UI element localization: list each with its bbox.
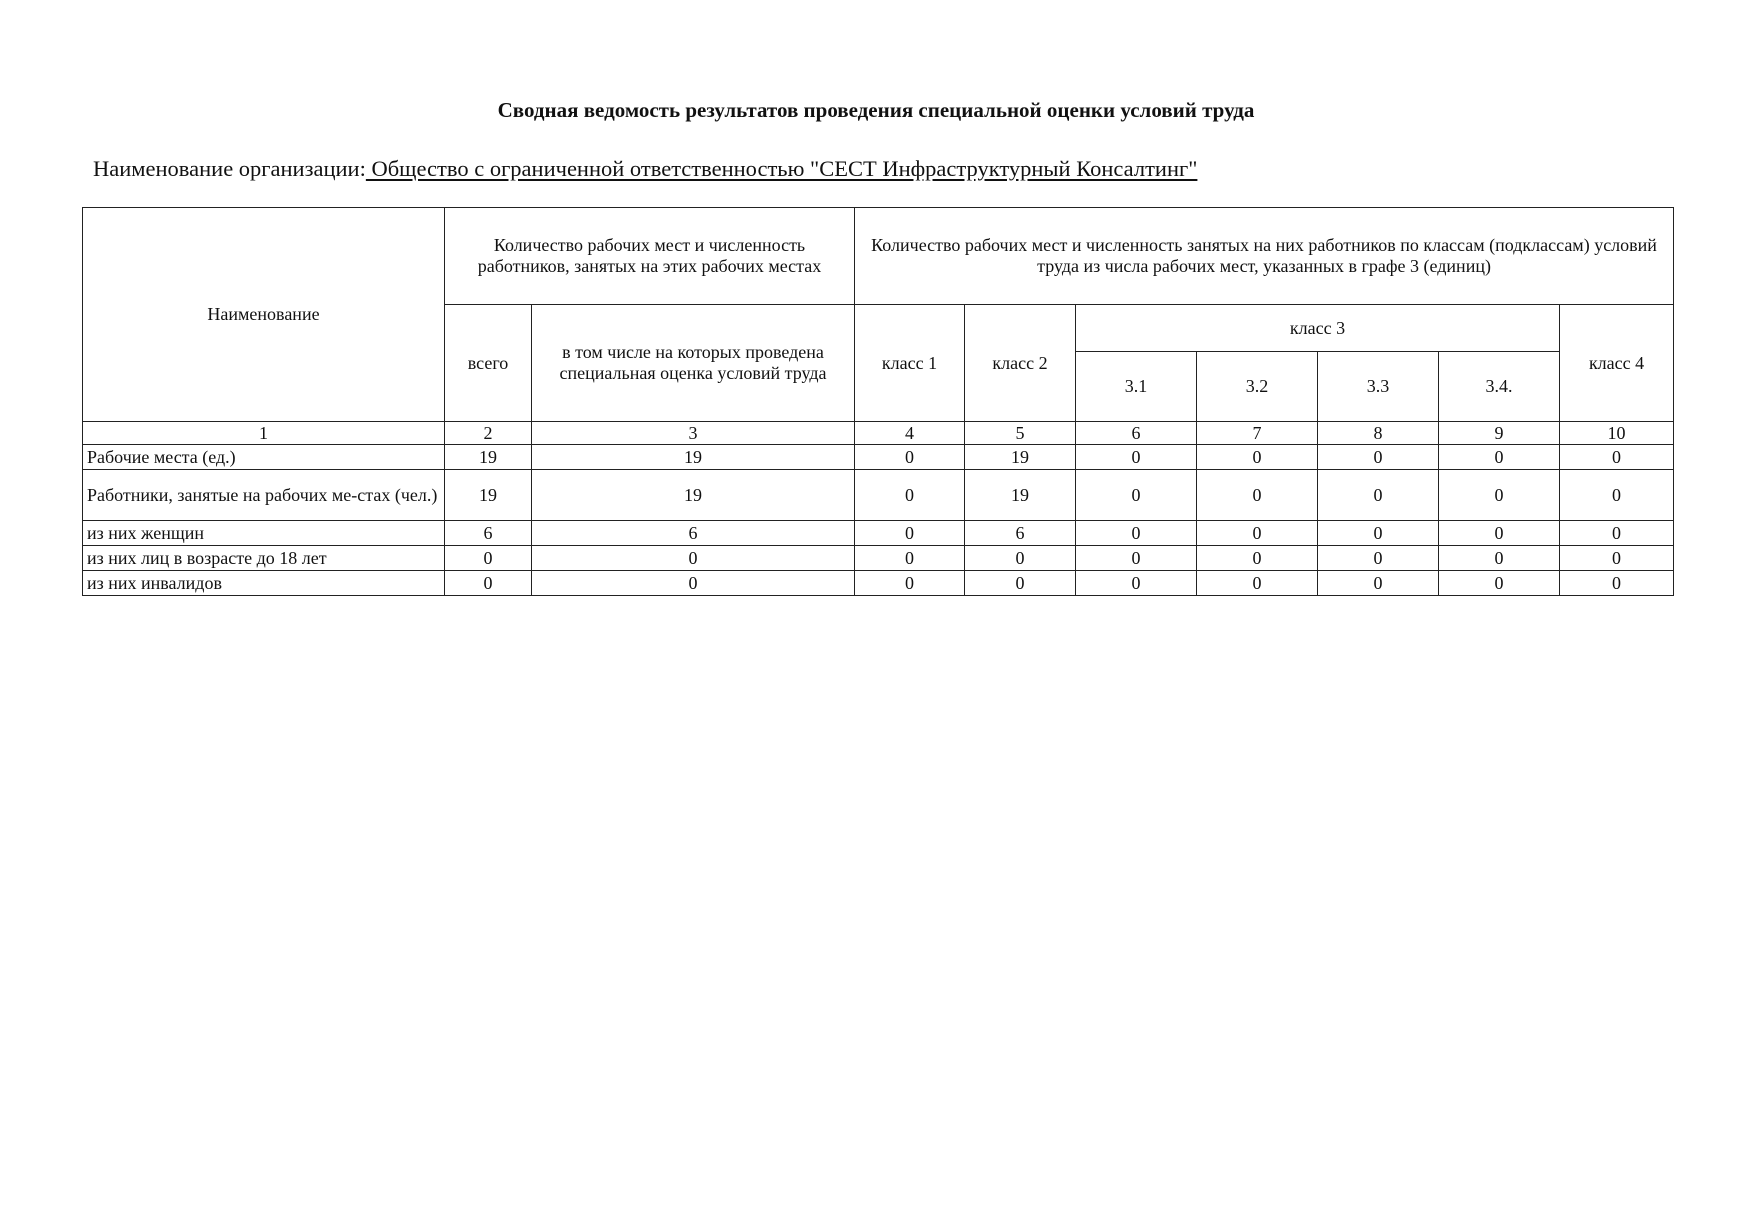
column-number: 7	[1197, 422, 1318, 445]
table-cell: 0	[1439, 470, 1560, 521]
table-row	[83, 470, 1674, 521]
row-label: из них женщин	[83, 521, 445, 546]
organization-line	[93, 156, 1197, 182]
table-cell: 0	[1560, 546, 1674, 571]
summary-table	[82, 207, 1674, 596]
table-cell: 0	[1318, 470, 1439, 521]
header-class-1: класс 1	[855, 305, 965, 422]
table-cell: 0	[855, 571, 965, 596]
column-number: 2	[445, 422, 532, 445]
header-subclass-3-2: 3.2	[1197, 352, 1318, 422]
header-class-3: класс 3	[1076, 305, 1560, 352]
table-cell: 0	[1076, 546, 1197, 571]
row-label: из них лиц в возрасте до 18 лет	[83, 546, 445, 571]
row-label: Работники, занятые на рабочих ме-стах (чел.)	[83, 470, 445, 521]
table-cell: 0	[1439, 571, 1560, 596]
table-cell: 0	[1076, 571, 1197, 596]
table-cell: 6	[445, 521, 532, 546]
table-cell: 0	[1318, 521, 1439, 546]
table-row	[83, 571, 1674, 596]
header-class-4: класс 4	[1560, 305, 1674, 422]
row-label: Рабочие места (ед.)	[83, 445, 445, 470]
table-cell: 6	[965, 521, 1076, 546]
header-subclass-3-3: 3.3	[1318, 352, 1439, 422]
table-cell: 19	[532, 470, 855, 521]
table-cell: 19	[445, 470, 532, 521]
table-cell: 0	[1439, 546, 1560, 571]
table-cell: 0	[445, 571, 532, 596]
column-number-row	[83, 422, 1674, 445]
organization-label: Наименование организации:	[93, 156, 366, 181]
table-cell: 0	[1560, 521, 1674, 546]
table-cell: 0	[532, 546, 855, 571]
header-class-2: класс 2	[965, 305, 1076, 422]
table-cell: 0	[1076, 445, 1197, 470]
table-cell: 0	[855, 546, 965, 571]
table-cell: 0	[1439, 521, 1560, 546]
table-cell: 0	[1560, 445, 1674, 470]
header-workplaces-total-group: Количество рабочих мест и численность работников, занятых на этих рабочих местах	[445, 208, 855, 305]
column-number: 8	[1318, 422, 1439, 445]
table-row	[83, 546, 1674, 571]
table-cell: 19	[532, 445, 855, 470]
column-number: 9	[1439, 422, 1560, 445]
table-cell: 0	[1076, 470, 1197, 521]
table-cell: 0	[1318, 571, 1439, 596]
table-cell: 0	[1197, 521, 1318, 546]
table-cell: 0	[855, 445, 965, 470]
table-cell: 0	[532, 571, 855, 596]
table-cell: 6	[532, 521, 855, 546]
column-number: 5	[965, 422, 1076, 445]
organization-name: Общество с ограниченной ответственностью "СЕСТ Инфраструктурный Консалтинг"	[365, 156, 1198, 181]
table-cell: 0	[1318, 445, 1439, 470]
table-cell: 0	[1560, 571, 1674, 596]
table-cell: 0	[1197, 546, 1318, 571]
table-cell: 0	[965, 546, 1076, 571]
table-cell: 0	[965, 571, 1076, 596]
table-cell: 0	[1197, 470, 1318, 521]
table-cell: 0	[1318, 546, 1439, 571]
table-cell: 19	[965, 470, 1076, 521]
column-number: 6	[1076, 422, 1197, 445]
table-cell: 0	[1197, 571, 1318, 596]
header-name: Наименование	[83, 208, 445, 422]
table-cell: 0	[855, 521, 965, 546]
column-number: 10	[1560, 422, 1674, 445]
row-label: из них инвалидов	[83, 571, 445, 596]
header-subclass-3-4: 3.4.	[1439, 352, 1560, 422]
table-cell: 0	[1197, 445, 1318, 470]
table-cell: 0	[1076, 521, 1197, 546]
header-subclass-3-1: 3.1	[1076, 352, 1197, 422]
page-title: Сводная ведомость результатов проведения специальной оценки условий труда	[497, 98, 1255, 122]
column-number: 4	[855, 422, 965, 445]
table-cell: 0	[855, 470, 965, 521]
table-cell: 0	[1560, 470, 1674, 521]
header-assessed: в том числе на которых проведена специальная оценка условий труда	[532, 305, 855, 422]
header-classes-group: Количество рабочих мест и численность занятых на них работников по классам (подклассам) условий труда из числа рабочих мест, указанных в графе 3 (единиц)	[855, 208, 1674, 305]
table-cell: 19	[965, 445, 1076, 470]
header-total: всего	[445, 305, 532, 422]
column-number: 3	[532, 422, 855, 445]
table-row	[83, 445, 1674, 470]
table-cell: 19	[445, 445, 532, 470]
table-cell: 0	[1439, 445, 1560, 470]
table-row	[83, 521, 1674, 546]
column-number: 1	[83, 422, 445, 445]
table-cell: 0	[445, 546, 532, 571]
